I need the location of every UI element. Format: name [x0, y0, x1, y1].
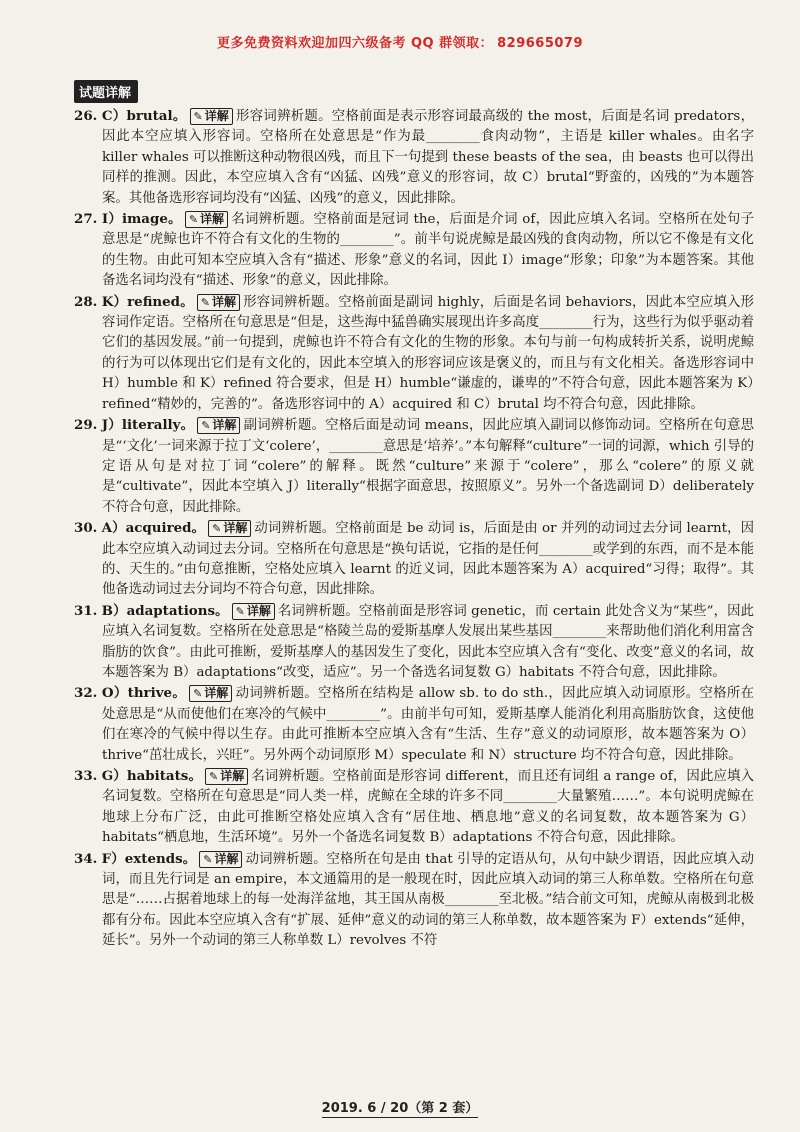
pen-icon: ✎ — [193, 110, 203, 123]
page-footer: 2019. 6 / 20（第 2 套） — [321, 1101, 479, 1116]
detail-badge: ✎ 详解 — [232, 603, 275, 620]
pen-icon: ✎ — [209, 770, 219, 783]
explanation-item: 34. F）extends。 ✎ 详解 动词辨析题。空格所在句是由 that 引导的定语从句，从句中缺少谓语，因此应填入动词，而且先行词是 an empire，本文通篇用的是一般现在时，因此应填入动词的第三人称单数。空格所在句意思是“……占据着地球上的每一处海洋盆地，其王国从南极________至北极。”结合前文可知，虎鲸从南极到北极都有分布。因此本空应填入含有“扩展、延伸”意义的动词的第三人称单数，故本题答案为 F）extends“延伸，延长”。另外一个动词的第三人称单数 L）revolves 不符 — [74, 850, 754, 949]
explanation-item: 31. B）adaptations。 ✎ 详解 名词辨析题。空格前面是形容词 genetic，而 certain 此处含义为“某些”，因此应填入名词复数。空格所在处意思是“格陵兰岛的爱斯基摩人发展出某些基因________来帮助他们消化利用富含脂肪的饮食”。由此可推断，爱斯基摩人的基因发生了变化，因此本空应填入含有“变化、改变”意义的名词，故本题答案为 B）adaptations“改变，适应”。另一个备选名词复数 G）habitats 不符合句意，因此排除。 — [74, 602, 754, 680]
explanation-item: 32. O）thrive。 ✎ 详解 动词辨析题。空格所在结构是 allow sb. to do sth.，因此应填入动词原形。空格所在处意思是“从而使他们在寒冷的气候中________”。由前半句可知，爱斯基摩人能消化利用高脂肪饮食，这使他们在寒冷的气候中得以生存。由此可推断本空应填入含有“生活、生存”意义的动词原形，故本题答案为 O）thrive“茁壮成长，兴旺”。另外两个动词原形 M）speculate 和 N）structure 均不符合句意，因此排除。 — [74, 685, 755, 763]
detail-badge: ✎ 详解 — [208, 520, 251, 537]
detail-badge: ✎ 详解 — [189, 685, 232, 702]
explanation-item: 30. A）acquired。 ✎ 详解 动词辨析题。空格前面是 be 动词 is，后面是由 or 并列的动词过去分词 learnt，因此本空应填入动词过去分词。空格所在句意思是“换句话说，它指的是任何________或学到的东西，而不是本能的、天生的。”由句意推断，空格处应填入 learnt 的近义词，因此本题答案为 A）acquired“习得；取得”。其他备选动词过去分词均不符合句意，因此排除。 — [74, 520, 755, 598]
explanation-item: 26. C）brutal。 ✎ 详解 形容词辨析题。空格前面是表示形容词最高级的 the most，后面是名词 predators，因此本空应填入形容词。空格所在处意思是“作为最________食肉动物”，主语是 killer whales。由名字 killer whales 可以推断这种动物很凶残，而且下一句提到 these beasts of the sea，由 beasts 也可以得出同样的推测。因此，本空应填入含有“凶猛、凶残”意义的形容词，故 C）brutal“野蛮的，凶残的”为本题答案。其他备选形容词均没有“凶猛、凶残”的意义，因此排除。 — [74, 108, 754, 206]
pen-icon: ✎ — [235, 604, 245, 618]
pen-icon: ✎ — [188, 213, 199, 227]
detail-badge: ✎ 详解 — [185, 211, 228, 228]
promo-banner — [0, 32, 800, 51]
explanation-item: 29. J）literally。 ✎ 详解 副词辨析题。空格后面是动词 means，因此应填入副词以修饰动词。空格所在句意思是“‘文化’一词来源于拉丁文‘colere’，________意思是‘培养’。”本句解释“culture”一词的词源，which 引导的定语从句是对拉丁词“colere”的解释。既然“culture”来源于“colere”，那么“colere”的原义就是“cultivate”，因此本空填入 J）literally“根据字面意思，按照原义”。另外一个备选副词 D）deliberately 不符合句意，因此排除。 — [74, 417, 754, 515]
detail-badge: ✎ 详解 — [197, 417, 240, 434]
detail-badge: ✎ 详解 — [205, 768, 248, 785]
explanation-item: 28. K）refined。 ✎ 详解 形容词辨析题。空格前面是副词 highly，后面是名词 behaviors，因此本空应填入形容词作定语。空格所在句意思是“但是，这些海中猛兽确实展现出许多高度________行为，这些行为似乎驱动着它们的基因发展。”前一句提到，虎鲸也许不符合有文化的生物的形象。本句与前一句构成转折关系，说明虎鲸的行为可以体现出它们是有文化的，因此本空填入的形容词应该是褒义的，而且与有文化相关。备选形容词中 H）humble 和 K）refined 符合要求，但是 H）humble“谦虚的，谦卑的”不符合句意，因此本题答案为 K）refined“精妙的，完善的”。备选形容词中的 A）acquired 和 C）brutal 均不符合句意，因此排除。 — [74, 293, 754, 412]
pen-icon: ✎ — [203, 852, 213, 866]
explanation-item: 33. G）habitats。 ✎ 详解 名词辨析题。空格前面是形容词 different，而且还有词组 a range of，因此应填入名词复数。空格所在句意思是“同人类一样，虎鲸在全球的许多不同________大量繁殖……”。本句说明虎鲸在地球上分布广泛，由此可推断空格处应填入含有“居住地、栖息地”意义的名词复数，故本题答案为 G）habitats“栖息地，生活环境”。另外一个备选名词复数 B）adaptations 不符合句意，因此排除。 — [74, 768, 754, 846]
banner-qq: 829665079 — [497, 36, 584, 51]
pen-icon: ✎ — [201, 419, 211, 433]
detail-badge: ✎ 详解 — [197, 294, 240, 311]
answer-explanations — [74, 106, 754, 952]
pen-icon: ✎ — [193, 687, 203, 701]
detail-badge: ✎ 详解 — [190, 108, 233, 125]
explanation-item: 27. I）image。 ✎ 详解 名词辨析题。空格前面是冠词 the，后面是介词 of，因此应填入名词。空格所在处句子意思是“虎鲸也许不符合有文化的生物的________”。前半句说虎鲸是最凶残的食肉动物，所以它不像是有文化的生物。由此可知本空应填入含有“描述、形象”意义的名词，因此 I）image“形象；印象”为本题答案。其他备选名词均没有“描述、形象”的意义，因此排除。 — [74, 211, 754, 289]
detail-badge: ✎ 详解 — [199, 851, 242, 868]
banner-text: 更多免费资料欢迎加四六级备考 QQ 群领取： — [216, 36, 494, 51]
section-tag: 试题详解 — [74, 80, 138, 103]
pen-icon: ✎ — [200, 295, 211, 309]
pen-icon: ✎ — [212, 522, 222, 536]
